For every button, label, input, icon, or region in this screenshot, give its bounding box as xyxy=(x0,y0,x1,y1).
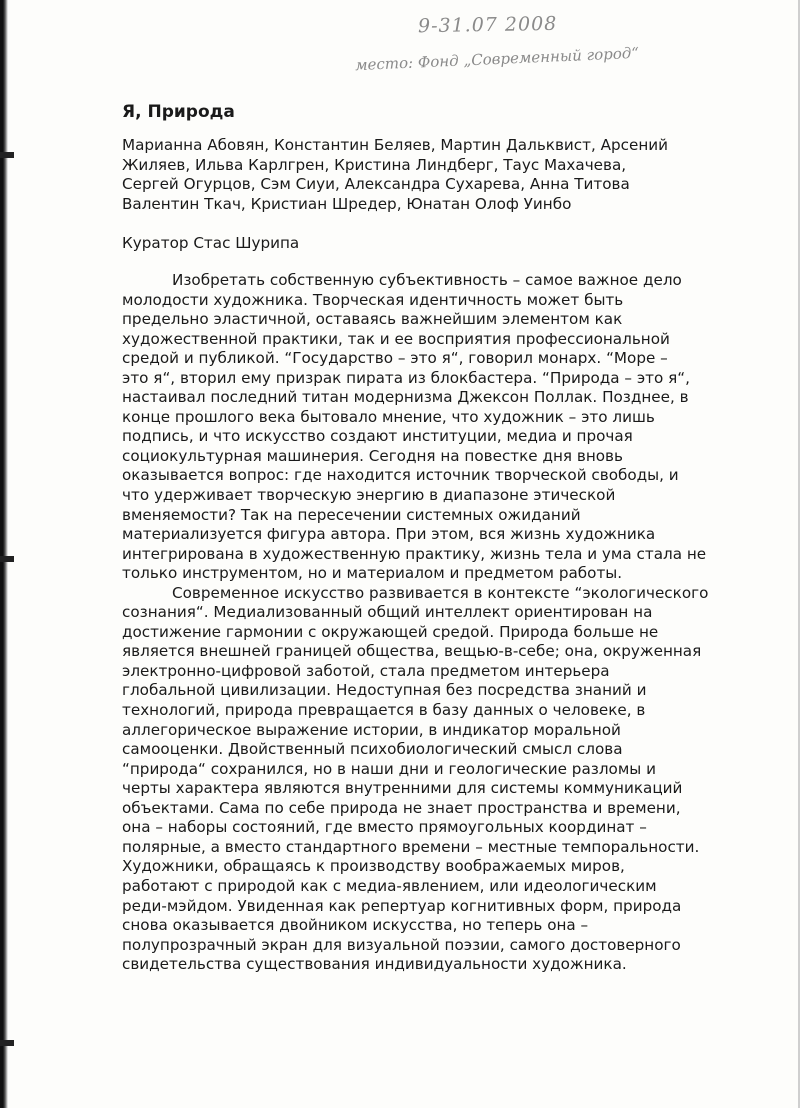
body-line: оказывается вопрос: где находится источник творческой свободы, и xyxy=(122,466,679,485)
body-line: достижение гармонии с окружающей средой. Природа больше не xyxy=(122,622,659,641)
body-line: работают с природой как с медиа-явлением, или идеологическим xyxy=(122,876,657,895)
body-line: Художники, обращаясь к производству воображаемых миров, xyxy=(122,857,625,876)
artists-line: Марианна Абовян, Константин Беляев, Мартин Дальквист, Арсений xyxy=(122,136,669,154)
page-title: Я, Природа xyxy=(122,102,235,122)
body-line: предельно эластичной, оставаясь важнейшим элементом как xyxy=(122,310,623,329)
artists-line: Валентин Ткач, Кристиан Шредер, Юнатан Олоф Уинбо xyxy=(122,194,572,213)
body-line: реди-мэйдом. Увиденная как репертуар когнитивных форм, природа xyxy=(122,896,682,915)
body-line: технологий, природа превращается в базу данных о человеке, в xyxy=(122,701,646,720)
body-line: электронно-цифровой заботой, стала предметом интерьера xyxy=(122,661,610,680)
body-line: только инструментом, но и материалом и предметом работы. xyxy=(122,564,623,583)
body-line: объектами. Сама по себе природа не знает пространства и времени, xyxy=(122,798,681,817)
handwritten-date: 9-31.07 2008 xyxy=(417,12,558,38)
body-line: средой и публикой. “Государство – это я“, говорил монарх. “Море – xyxy=(122,349,668,368)
body-line: аллегорическое выражение истории, в индикатор моральной xyxy=(122,720,621,739)
scan-edge-mark xyxy=(0,556,14,562)
body-text xyxy=(122,271,722,975)
body-line: “природа“ сохранился, но в наши дни и геологические разломы и xyxy=(122,759,656,778)
artists-list xyxy=(122,136,682,214)
body-line: подпись, и что искусство создают институции, медиа и прочая xyxy=(122,427,633,446)
body-line: интегрирована в художественную практику, жизнь тела и ума стала не xyxy=(122,544,707,563)
body-line: она – наборы состояний, где вместо прямоугольных координат – xyxy=(122,818,647,837)
body-line: снова оказывается двойником искусства, но теперь она – xyxy=(122,916,589,935)
scan-edge-left xyxy=(0,0,8,1108)
body-line: является внешней границей общества, вещью-в-себе; она, окруженная xyxy=(122,642,702,661)
body-line: полупрозрачный экран для визуальной поэзии, самого достоверного xyxy=(122,935,681,954)
body-line: глобальной цивилизации. Недоступная без посредства знаний и xyxy=(122,681,647,700)
scan-edge-mark xyxy=(0,152,14,158)
body-line: вменяемости? Так на пересечении системных ожиданий xyxy=(122,505,581,524)
artists-line: Жиляев, Ильва Карлгрен, Кристина Линдберг, Таус Махачева, xyxy=(122,155,627,174)
body-line: сознания“. Медиализованный общий интеллект ориентирован на xyxy=(122,603,653,622)
body-line: это я“, вторил ему призрак пирата из блокбастера. “Природа – это я“, xyxy=(122,368,690,387)
body-line: социокультурная машинерия. Сегодня на повестке дня вновь xyxy=(122,446,623,465)
body-line: художественной практики, так и ее восприятия профессиональной xyxy=(122,329,670,348)
handwritten-place: место: Фонд „Современный город“ xyxy=(354,43,640,75)
body-line: самооценки. Двойственный психобиологический смысл слова xyxy=(122,740,623,759)
curator-line: Куратор Стас Шурипа xyxy=(122,234,300,252)
body-line: полярные, а вместо стандартного времени – местные темпоральности. xyxy=(122,837,700,856)
body-line: черты характера являются внутренними для системы коммуникаций xyxy=(122,779,683,798)
body-line: материализуется фигура автора. При этом, вся жизнь художника xyxy=(122,525,656,544)
body-line: молодости художника. Творческая идентичность может быть xyxy=(122,290,624,309)
scan-edge-mark xyxy=(0,1040,14,1046)
body-line: что удерживает творческую энергию в диапазоне этической xyxy=(122,486,616,505)
body-line: Изобретать собственную субъективность – самое важное дело xyxy=(172,271,682,289)
body-line: настаивал последний титан модернизма Джексон Поллак. Позднее, в xyxy=(122,388,689,407)
body-line: свидетельства существования индивидуальности художника. xyxy=(122,955,627,974)
artists-line: Сергей Огурцов, Сэм Сиуи, Александра Сухарева, Анна Титова xyxy=(122,175,630,193)
body-line: Современное искусство развивается в контексте “экологического xyxy=(172,583,709,602)
body-line: конце прошлого века бытовало мнение, что художник – это лишь xyxy=(122,407,655,426)
